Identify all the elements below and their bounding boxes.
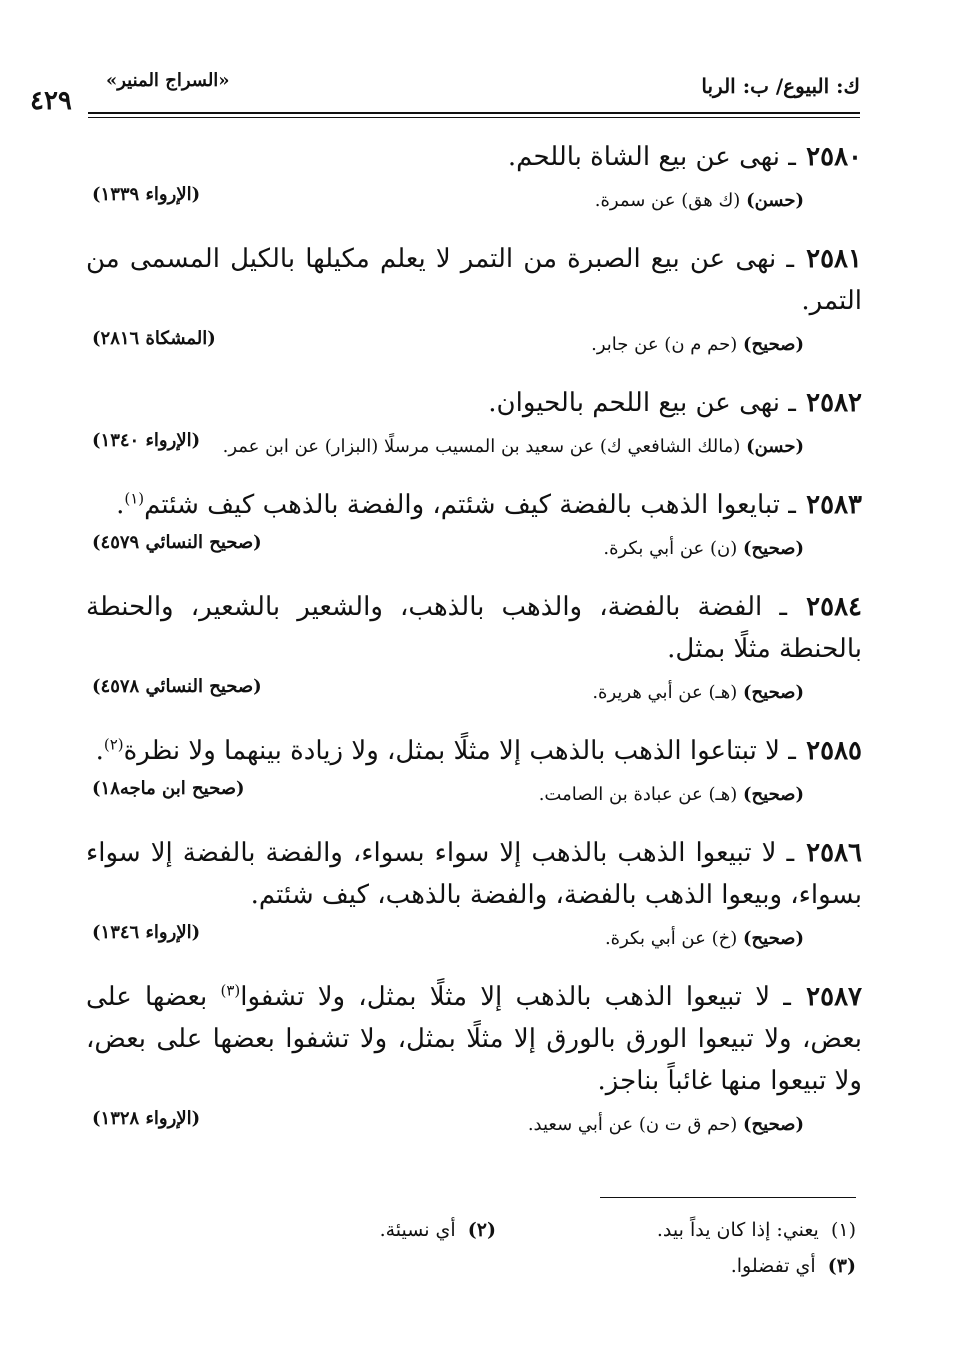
hadith-entry-2580 [86, 136, 862, 220]
hadith-body: لا تبيعوا الذهب بالذهب إلا سواء بسواء، والفضة بالفضة إلا سواء بسواء، وبيعوا الذهب بالفضة، والفضة بالذهب، كيف شئتم. [86, 838, 862, 910]
hadith-number: ٢٥٨٠ [806, 142, 862, 172]
footnotes [96, 1212, 856, 1284]
hadith-grade: (صحيح) [743, 928, 804, 949]
hadith-source-line [86, 532, 862, 568]
hadith-body: الفضة بالفضة، والذهب بالذهب، والشعير بالشعير، والحنطة بالحنطة مثلًا بمثل. [86, 592, 862, 664]
hadith-attribution [592, 682, 804, 703]
hadith-reference: (صحيح النسائي ٤٥٧٨) [92, 676, 262, 697]
page-number: ٤٢٩ [30, 86, 72, 116]
hadith-reference: (الإرواء ١٣٢٨) [92, 1108, 201, 1129]
footnote-marker[interactable]: (١) [124, 489, 145, 508]
hadith-source: (مالك الشافعي ك) عن سعيد بن المسيب مرسلًا (البزار) عن ابن عمر. [222, 436, 741, 457]
hadith-body-tail: . [95, 736, 104, 766]
hadith-source-line [86, 676, 862, 712]
hadith-grade: (حسن) [746, 436, 804, 457]
footnote-2 [380, 1212, 496, 1248]
hadith-attribution [539, 784, 804, 805]
hadith-attribution [591, 334, 804, 355]
hadith-reference: (الإرواء ١٣٤٦) [92, 922, 201, 943]
hadith-source-line [86, 430, 862, 466]
hadith-source: (حم ق ت ن) عن أبي سعيد. [527, 1114, 738, 1135]
footnote-row [96, 1212, 856, 1248]
hadith-source: (ن) عن أبي بكرة. [603, 538, 738, 559]
header-rule [88, 112, 860, 114]
hadith-attribution [223, 436, 804, 457]
hadith-entry-2583 [86, 484, 862, 568]
hadith-attribution [528, 1114, 804, 1135]
hadith-body-tail: بعضها على بعض، ولا تبيعوا الورق بالورق إلا مثلًا بمثل، ولا تشفوا بعضها على بعض، ولا تبيعوا منها غائباً بناجز. [86, 982, 862, 1096]
hadith-text: ٢٥٨١ ـ نهى عن بيع الصبرة من التمر لا يعلم مكيلها بالكيل المسمى من التمر. [86, 244, 862, 316]
hadith-source-line [86, 328, 862, 364]
footnote-marker-label: (٣) [827, 1255, 856, 1277]
hadith-entry-2584 [86, 586, 862, 712]
hadith-entry-2581 [86, 238, 862, 364]
hadith-reference: (المشكاة ٢٨١٦) [92, 328, 216, 349]
footnote-text: أي نسيئة. [379, 1219, 456, 1241]
hadith-source: (هـ) عن عبادة بن الصامت. [538, 784, 738, 805]
footnote-marker-label: (٢) [467, 1219, 496, 1241]
hadith-number: ٢٥٨٦ [806, 838, 862, 868]
hadith-attribution [603, 538, 804, 559]
hadith-text: ٢٥٨٢ ـ نهى عن بيع اللحم بالحيوان. [488, 388, 862, 418]
hadith-attribution [605, 928, 804, 949]
footnote-text: أي تفضلوا. [730, 1255, 816, 1277]
hadith-source-line [86, 778, 862, 814]
hadith-attribution [595, 190, 804, 211]
footnote-marker-label: (١) [830, 1219, 856, 1241]
hadith-number: ٢٥٨٢ [806, 388, 862, 418]
hadith-source-line [86, 184, 862, 220]
hadith-body: نهى عن بيع الصبرة من التمر لا يعلم مكيلها بالكيل المسمى من التمر. [86, 244, 862, 316]
footnote-marker[interactable]: (٣) [220, 981, 241, 1000]
hadith-number: ٢٥٨٥ [806, 736, 862, 766]
hadith-source-line [86, 922, 862, 958]
hadith-body: لا تبيعوا الذهب بالذهب إلا مثلًا بمثل، ولا تشفوا [240, 982, 771, 1012]
footnote-row [96, 1248, 856, 1284]
hadith-grade: (صحيح) [743, 1114, 804, 1135]
book-title: «السراج المنير» [106, 70, 230, 91]
hadith-reference: (صحيح ابن ماجه١٨) [92, 778, 245, 799]
hadith-entry-2585 [86, 730, 862, 814]
hadith-entry-2586 [86, 832, 862, 958]
footnote-1 [657, 1212, 856, 1248]
hadith-reference: (الإرواء ١٣٤٠) [92, 430, 201, 451]
hadith-source-line [86, 1108, 862, 1144]
hadith-number: ٢٥٨٤ [806, 592, 863, 622]
hadith-body: نهى عن بيع اللحم بالحيوان. [488, 388, 780, 418]
hadith-body: تبايعوا الذهب بالفضة كيف شئتم، والفضة بالذهب كيف شئتم [144, 490, 780, 520]
hadith-source: (هـ) عن أبي هريرة. [592, 682, 738, 703]
hadith-entry-2582 [86, 382, 862, 466]
hadith-source: (حم م ن) عن جابر. [591, 334, 738, 355]
hadith-number: ٢٥٨١ [806, 244, 862, 274]
hadith-grade: (حسن) [746, 190, 804, 211]
hadith-source: (خ) عن أبي بكرة. [604, 928, 738, 949]
hadith-text: ٢٥٨٤ ـ الفضة بالفضة، والذهب بالذهب، والشعير بالشعير، والحنطة بالحنطة مثلًا بمثل. [86, 592, 863, 664]
hadith-text: ٢٥٨٥ ـ لا تبتاعوا الذهب بالذهب إلا مثلًا بمثل، ولا زيادة بينهما ولا نظرة$^{(٢)}$. [95, 735, 862, 766]
footnote-3 [731, 1248, 856, 1284]
hadith-list [86, 136, 862, 1162]
hadith-number: ٢٥٨٧ [806, 982, 863, 1012]
hadith-reference: (صحيح النسائي ٤٥٧٩) [92, 532, 262, 553]
footnote-text: يعني: إذا كان يداً بيد. [656, 1219, 819, 1241]
hadith-number: ٢٥٨٣ [806, 490, 862, 520]
hadith-text: ٢٥٨٣ ـ تبايعوا الذهب بالفضة كيف شئتم، والفضة بالذهب كيف شئتم$^{(١)}$. [116, 489, 862, 520]
hadith-grade: (صحيح) [743, 682, 804, 703]
hadith-body: نهى عن بيع الشاة باللحم. [507, 142, 780, 172]
header-rule-thin [88, 117, 860, 118]
footnote-marker[interactable]: (٢) [103, 735, 124, 754]
hadith-text: ٢٥٨٠ ـ نهى عن بيع الشاة باللحم. [507, 142, 862, 172]
chapter-title: ك: البيوع/ ب: الربا [701, 74, 860, 98]
footnote-separator [600, 1197, 856, 1198]
hadith-text: ٢٥٨٦ ـ لا تبيعوا الذهب بالذهب إلا سواء بسواء، والفضة بالفضة إلا سواء بسواء، وبيعوا الذهب بالفضة، والفضة بالذهب، كيف شئتم. [86, 838, 862, 910]
hadith-text: ٢٥٨٧ ـ لا تبيعوا الذهب بالذهب إلا مثلًا بمثل، ولا تشفوا$^{(٣)}$ بعضها على بعض، ولا تبيعوا الورق بالورق إلا مثلًا بمثل، ولا تشفوا بعضها على بعض، ولا تبيعوا منها غائباً بناجز. [86, 981, 863, 1096]
hadith-grade: (صحيح) [743, 784, 804, 805]
hadith-source: (ك هق) عن سمرة. [594, 190, 741, 211]
page-header [30, 66, 860, 126]
hadith-grade: (صحيح) [743, 334, 804, 355]
hadith-body-tail: . [116, 490, 125, 520]
hadith-reference: (الإرواء ١٣٣٩) [92, 184, 201, 205]
hadith-entry-2587 [86, 976, 862, 1144]
hadith-grade: (صحيح) [743, 538, 804, 559]
hadith-body: لا تبتاعوا الذهب بالذهب إلا مثلًا بمثل، ولا زيادة بينهما ولا نظرة [123, 736, 780, 766]
